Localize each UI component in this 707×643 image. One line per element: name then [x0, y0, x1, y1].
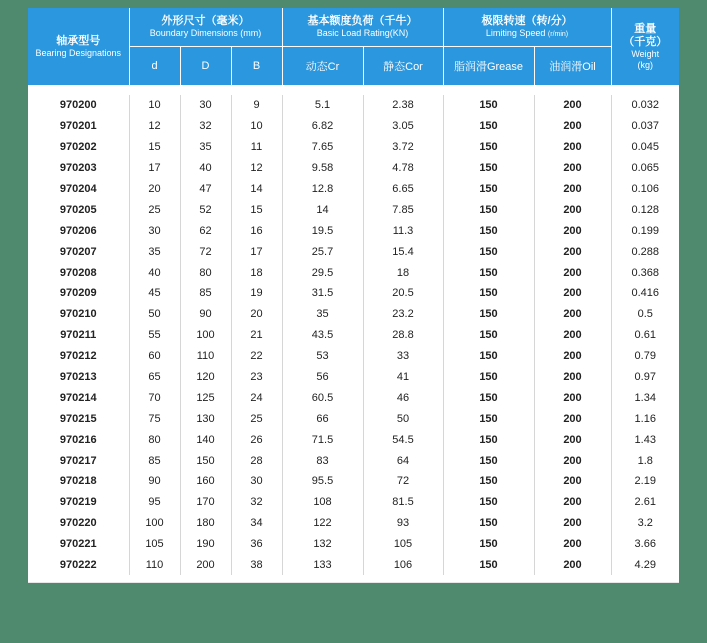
static-load-cell: 4.78	[363, 158, 443, 179]
dynamic-load-cell: 53	[282, 346, 363, 367]
dynamic-load-cell: 14	[282, 199, 363, 220]
table-row	[28, 262, 679, 283]
dynamic-load-cell: 9.58	[282, 158, 363, 179]
width-B-cell: 26	[231, 429, 282, 450]
grease-speed-cell: 150	[443, 471, 534, 492]
width-B-cell: 18	[231, 262, 282, 283]
static-load-cell: 20.5	[363, 283, 443, 304]
table-row	[28, 220, 679, 241]
table-row	[28, 450, 679, 471]
bore-d-cell: 90	[129, 471, 180, 492]
width-B-cell: 36	[231, 534, 282, 555]
table-row	[28, 158, 679, 179]
dynamic-load-cell: 56	[282, 367, 363, 388]
designation-header: 轴承型号 Bearing Designations	[28, 8, 129, 85]
grease-speed-cell: 150	[443, 283, 534, 304]
sheet-bottom-edge	[28, 582, 679, 583]
width-B-cell: 30	[231, 471, 282, 492]
static-load-cell: 11.3	[363, 220, 443, 241]
outer-D-cell: 110	[180, 346, 231, 367]
weight-header: 重量 （千克） Weight (kg)	[611, 8, 679, 85]
dynamic-load-cell: 35	[282, 304, 363, 325]
bore-d-cell: 10	[129, 95, 180, 116]
oil-speed-cell: 200	[534, 387, 611, 408]
static-load-cell: 41	[363, 367, 443, 388]
oil-speed-cell: 200	[534, 137, 611, 158]
grease-speed-cell: 150	[443, 199, 534, 220]
dynamic-load-cell: 133	[282, 555, 363, 576]
weight-cell: 2.19	[611, 471, 679, 492]
width-B-cell: 23	[231, 367, 282, 388]
weight-cell: 1.8	[611, 450, 679, 471]
width-B-cell: 12	[231, 158, 282, 179]
grease-speed-cell: 150	[443, 137, 534, 158]
static-load-cell: 2.38	[363, 95, 443, 116]
oil-speed-cell: 200	[534, 220, 611, 241]
col-d-header: d	[129, 47, 180, 86]
designation-cell: 970212	[59, 350, 97, 363]
bore-d-cell: 20	[129, 179, 180, 200]
dynamic-load-cell: 31.5	[282, 283, 363, 304]
table-row	[28, 283, 679, 304]
designation-cell: 970202	[59, 141, 97, 154]
designation-cell: 970201	[59, 120, 97, 133]
designation-cell: 970222	[59, 559, 97, 572]
outer-D-cell: 72	[180, 241, 231, 262]
grease-speed-cell: 150	[443, 241, 534, 262]
table-row	[28, 429, 679, 450]
static-load-cell: 15.4	[363, 241, 443, 262]
table-row	[28, 241, 679, 262]
table-row	[28, 534, 679, 555]
weight-cell: 0.5	[611, 304, 679, 325]
grease-speed-cell: 150	[443, 534, 534, 555]
dynamic-load-cell: 5.1	[282, 95, 363, 116]
designation-cell: 970210	[59, 308, 97, 321]
outer-D-cell: 80	[180, 262, 231, 283]
table-row	[28, 95, 679, 116]
weight-cell: 0.97	[611, 367, 679, 388]
designation-cell: 970213	[59, 371, 97, 384]
grease-speed-cell: 150	[443, 262, 534, 283]
designation-cell: 970203	[59, 162, 97, 175]
grease-speed-cell: 150	[443, 492, 534, 513]
table-row	[28, 408, 679, 429]
weight-cell: 3.2	[611, 513, 679, 534]
static-load-cell: 81.5	[363, 492, 443, 513]
weight-cell: 1.34	[611, 387, 679, 408]
width-B-cell: 25	[231, 408, 282, 429]
table-row	[28, 555, 679, 576]
static-load-cell: 33	[363, 346, 443, 367]
grease-speed-cell: 150	[443, 158, 534, 179]
weight-cell: 0.61	[611, 325, 679, 346]
grease-speed-cell: 150	[443, 367, 534, 388]
designation-cell: 970206	[59, 224, 97, 237]
weight-cell: 0.288	[611, 241, 679, 262]
designation-cell: 970220	[59, 517, 97, 530]
dynamic-load-cell: 25.7	[282, 241, 363, 262]
designation-cell: 970215	[59, 412, 97, 425]
grease-speed-cell: 150	[443, 429, 534, 450]
dynamic-load-cell: 12.8	[282, 179, 363, 200]
designation-cell: 970221	[59, 538, 97, 551]
bore-d-cell: 45	[129, 283, 180, 304]
outer-D-cell: 100	[180, 325, 231, 346]
limiting-speed-header: 极限转速（转/分） Limiting Speed (r/min)	[443, 8, 611, 47]
bore-d-cell: 70	[129, 387, 180, 408]
oil-speed-cell: 200	[534, 241, 611, 262]
oil-speed-header: 油润滑Oil	[534, 47, 611, 86]
weight-cell: 0.106	[611, 179, 679, 200]
width-B-cell: 34	[231, 513, 282, 534]
grease-speed-cell: 150	[443, 220, 534, 241]
static-load-header: 静态Cor	[363, 47, 443, 86]
width-B-cell: 11	[231, 137, 282, 158]
outer-D-cell: 32	[180, 116, 231, 137]
oil-speed-cell: 200	[534, 367, 611, 388]
weight-cell: 0.368	[611, 262, 679, 283]
table-row	[28, 304, 679, 325]
outer-D-cell: 140	[180, 429, 231, 450]
weight-cell: 3.66	[611, 534, 679, 555]
bore-d-cell: 55	[129, 325, 180, 346]
dimensions-header: 外形尺寸（毫米） Boundary Dimensions (mm)	[129, 8, 282, 47]
static-load-cell: 93	[363, 513, 443, 534]
grease-speed-cell: 150	[443, 179, 534, 200]
dynamic-load-cell: 95.5	[282, 471, 363, 492]
static-load-cell: 105	[363, 534, 443, 555]
designation-cell: 970218	[59, 475, 97, 488]
weight-cell: 0.128	[611, 199, 679, 220]
weight-cell: 1.43	[611, 429, 679, 450]
bore-d-cell: 30	[129, 220, 180, 241]
bore-d-cell: 100	[129, 513, 180, 534]
oil-speed-cell: 200	[534, 492, 611, 513]
bore-d-cell: 40	[129, 262, 180, 283]
table-row	[28, 492, 679, 513]
oil-speed-cell: 200	[534, 325, 611, 346]
oil-speed-cell: 200	[534, 450, 611, 471]
dynamic-load-cell: 43.5	[282, 325, 363, 346]
dynamic-load-cell: 6.82	[282, 116, 363, 137]
table-row	[28, 367, 679, 388]
bore-d-cell: 110	[129, 555, 180, 576]
bore-d-cell: 65	[129, 367, 180, 388]
width-B-cell: 21	[231, 325, 282, 346]
outer-D-cell: 52	[180, 199, 231, 220]
width-B-cell: 17	[231, 241, 282, 262]
dynamic-load-cell: 19.5	[282, 220, 363, 241]
outer-D-cell: 30	[180, 95, 231, 116]
grease-speed-cell: 150	[443, 116, 534, 137]
grease-speed-cell: 150	[443, 304, 534, 325]
weight-cell: 0.037	[611, 116, 679, 137]
width-B-cell: 24	[231, 387, 282, 408]
weight-cell: 0.416	[611, 283, 679, 304]
outer-D-cell: 150	[180, 450, 231, 471]
static-load-cell: 50	[363, 408, 443, 429]
weight-cell: 0.065	[611, 158, 679, 179]
bore-d-cell: 15	[129, 137, 180, 158]
static-load-cell: 54.5	[363, 429, 443, 450]
col-B-header: B	[231, 47, 282, 86]
designation-cell: 970214	[59, 391, 97, 404]
bore-d-cell: 12	[129, 116, 180, 137]
width-B-cell: 9	[231, 95, 282, 116]
width-B-cell: 10	[231, 116, 282, 137]
weight-cell: 2.61	[611, 492, 679, 513]
grease-speed-cell: 150	[443, 450, 534, 471]
outer-D-cell: 85	[180, 283, 231, 304]
dynamic-load-cell: 71.5	[282, 429, 363, 450]
oil-speed-cell: 200	[534, 199, 611, 220]
static-load-cell: 106	[363, 555, 443, 576]
bore-d-cell: 105	[129, 534, 180, 555]
static-load-cell: 72	[363, 471, 443, 492]
designation-cell: 970211	[60, 329, 97, 342]
width-B-cell: 22	[231, 346, 282, 367]
oil-speed-cell: 200	[534, 262, 611, 283]
static-load-cell: 46	[363, 387, 443, 408]
grease-speed-cell: 150	[443, 387, 534, 408]
dynamic-load-header: 动态Cr	[282, 47, 363, 86]
outer-D-cell: 40	[180, 158, 231, 179]
oil-speed-cell: 200	[534, 116, 611, 137]
dynamic-load-cell: 60.5	[282, 387, 363, 408]
table-row	[28, 471, 679, 492]
dynamic-load-cell: 66	[282, 408, 363, 429]
table-row	[28, 199, 679, 220]
designation-cell: 970219	[59, 496, 97, 509]
bore-d-cell: 50	[129, 304, 180, 325]
static-load-cell: 3.72	[363, 137, 443, 158]
bore-d-cell: 35	[129, 241, 180, 262]
oil-speed-cell: 200	[534, 471, 611, 492]
outer-D-cell: 200	[180, 555, 231, 576]
designation-cell: 970216	[59, 433, 97, 446]
designation-cell: 970208	[59, 266, 97, 279]
table-row	[28, 179, 679, 200]
outer-D-cell: 90	[180, 304, 231, 325]
oil-speed-cell: 200	[534, 555, 611, 576]
grease-speed-cell: 150	[443, 408, 534, 429]
bore-d-cell: 60	[129, 346, 180, 367]
weight-cell: 1.16	[611, 408, 679, 429]
grease-speed-cell: 150	[443, 555, 534, 576]
static-load-cell: 23.2	[363, 304, 443, 325]
dynamic-load-cell: 29.5	[282, 262, 363, 283]
width-B-cell: 16	[231, 220, 282, 241]
table-row	[28, 513, 679, 534]
grease-speed-cell: 150	[443, 95, 534, 116]
weight-cell: 0.032	[611, 95, 679, 116]
designation-cell: 970204	[59, 183, 97, 195]
weight-cell: 0.79	[611, 346, 679, 367]
outer-D-cell: 62	[180, 220, 231, 241]
static-load-cell: 28.8	[363, 325, 443, 346]
outer-D-cell: 180	[180, 513, 231, 534]
dynamic-load-cell: 122	[282, 513, 363, 534]
static-load-cell: 18	[363, 262, 443, 283]
width-B-cell: 19	[231, 283, 282, 304]
grease-speed-header: 脂润滑Grease	[443, 47, 534, 86]
static-load-cell: 7.85	[363, 199, 443, 220]
oil-speed-cell: 200	[534, 513, 611, 534]
bearing-spec-sheet	[28, 8, 679, 582]
oil-speed-cell: 200	[534, 304, 611, 325]
bore-d-cell: 95	[129, 492, 180, 513]
weight-cell: 0.199	[611, 220, 679, 241]
width-B-cell: 38	[231, 555, 282, 576]
bore-d-cell: 25	[129, 199, 180, 220]
oil-speed-cell: 200	[534, 346, 611, 367]
table-header	[28, 8, 679, 85]
dynamic-load-cell: 108	[282, 492, 363, 513]
bore-d-cell: 80	[129, 429, 180, 450]
static-load-cell: 64	[363, 450, 443, 471]
load-rating-header: 基本额度负荷（千牛） Basic Load Rating(KN)	[282, 8, 443, 47]
weight-cell: 4.29	[611, 555, 679, 576]
outer-D-cell: 190	[180, 534, 231, 555]
weight-cell: 0.045	[611, 137, 679, 158]
table-row	[28, 116, 679, 137]
designation-cell: 970209	[59, 287, 97, 300]
oil-speed-cell: 200	[534, 429, 611, 450]
outer-D-cell: 120	[180, 367, 231, 388]
oil-speed-cell: 200	[534, 158, 611, 179]
designation-cell: 970200	[59, 99, 97, 112]
width-B-cell: 32	[231, 492, 282, 513]
table-row	[28, 137, 679, 158]
oil-speed-cell: 200	[534, 408, 611, 429]
oil-speed-cell: 200	[534, 179, 611, 200]
outer-D-cell: 170	[180, 492, 231, 513]
width-B-cell: 14	[231, 179, 282, 200]
table-row	[28, 387, 679, 408]
table-row	[28, 325, 679, 346]
width-B-cell: 20	[231, 304, 282, 325]
table-row	[28, 346, 679, 367]
col-D-header: D	[180, 47, 231, 86]
static-load-cell: 3.05	[363, 116, 443, 137]
designation-cell: 970205	[59, 203, 97, 216]
dynamic-load-cell: 83	[282, 450, 363, 471]
dynamic-load-cell: 132	[282, 534, 363, 555]
outer-D-cell: 160	[180, 471, 231, 492]
bearing-table	[28, 8, 679, 575]
bore-d-cell: 17	[129, 158, 180, 179]
grease-speed-cell: 150	[443, 346, 534, 367]
outer-D-cell: 125	[180, 387, 231, 408]
dynamic-load-cell: 7.65	[282, 137, 363, 158]
grease-speed-cell: 150	[443, 513, 534, 534]
grease-speed-cell: 150	[443, 325, 534, 346]
oil-speed-cell: 200	[534, 95, 611, 116]
static-load-cell: 6.65	[363, 179, 443, 200]
outer-D-cell: 47	[180, 179, 231, 200]
bore-d-cell: 75	[129, 408, 180, 429]
oil-speed-cell: 200	[534, 534, 611, 555]
oil-speed-cell: 200	[534, 283, 611, 304]
outer-D-cell: 130	[180, 408, 231, 429]
table-body	[28, 85, 679, 575]
designation-cell: 970207	[59, 245, 97, 258]
designation-cell: 970217	[59, 454, 97, 467]
width-B-cell: 28	[231, 450, 282, 471]
bore-d-cell: 85	[129, 450, 180, 471]
width-B-cell: 15	[231, 199, 282, 220]
outer-D-cell: 35	[180, 137, 231, 158]
